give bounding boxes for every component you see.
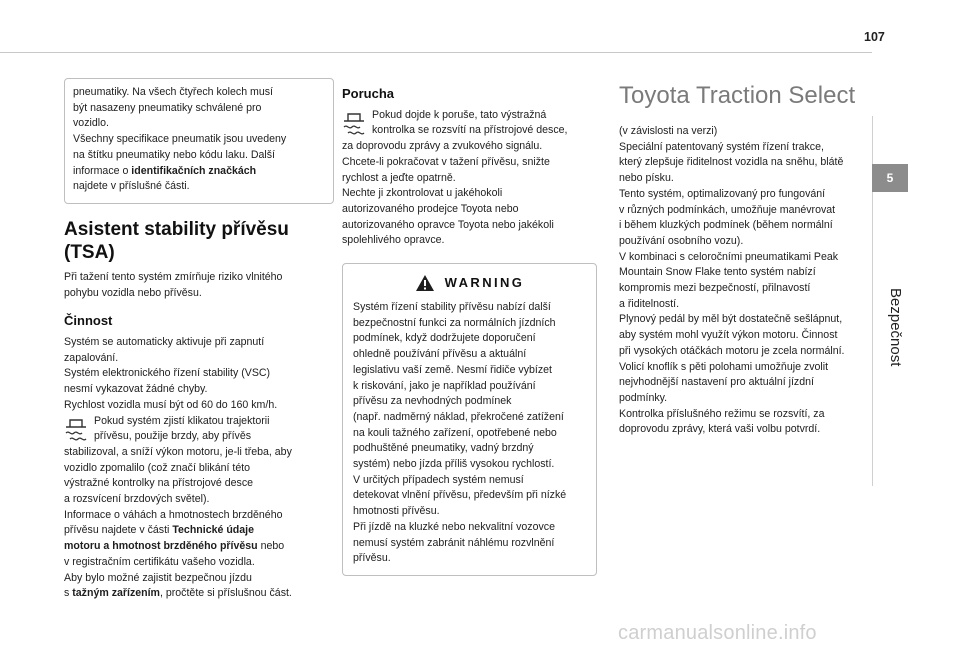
body-line: přívěsu najdete v části Technické údaje xyxy=(64,524,255,537)
icon-line: Pokud systém zjistí klikatou trajektorii xyxy=(94,414,270,427)
body-line: i během kluzkých podmínek (během normální xyxy=(619,219,833,232)
column-1 xyxy=(64,78,334,602)
body-line: stabilizoval, a sníží výkon motoru, je-li třeba, aby xyxy=(64,445,292,458)
box-line: pneumatiky. Na všech čtyřech kolech musí xyxy=(73,86,273,98)
trailer-sway-icon xyxy=(342,110,368,136)
icon-line: Pokud dojde k poruše, tato výstražná xyxy=(372,108,547,121)
body-line: Plynový pedál by měl být dostatečně sešlápnut, xyxy=(619,313,843,326)
body-line: Chcete-li pokračovat v tažení přívěsu, snižte xyxy=(342,155,550,168)
page-number: 107 xyxy=(864,30,885,44)
towing-weight-link[interactable]: motoru a hmotnost brzděného přívěsu xyxy=(64,540,258,553)
warning-header xyxy=(353,274,586,292)
body-line: Systém elektronického řízení stability (VSC) xyxy=(64,367,271,380)
icon-line: přívěsu, použije brzdy, aby přívěs xyxy=(94,430,252,443)
body-line: V kombinaci s celoročními pneumatikami Peak xyxy=(619,250,839,263)
body-line: podmínky. xyxy=(619,391,668,404)
body-line: Speciální patentovaný systém řízení trakce, xyxy=(619,140,824,153)
body-line: nejvhodnější nastavení pro aktuální jízdní xyxy=(619,376,814,389)
malfunction-title: Porucha xyxy=(342,86,395,101)
box-line: být nasazeny pneumatiky schválené pro xyxy=(73,101,262,114)
warning-line: detekovat vlnění přívěsu, především při nízké xyxy=(353,489,567,502)
top-rule xyxy=(0,52,872,53)
intro-line: pohybu vozidla nebo přívěsu. xyxy=(64,286,202,299)
warning-title: WARNING xyxy=(444,275,525,291)
body-line: v registračním certifikátu vašeho vozidla. xyxy=(64,555,255,568)
column-3 xyxy=(619,82,881,438)
body-line: aby systém mohl využít výkon motoru. Činnost xyxy=(619,329,838,342)
box-line: na štítku pneumatiky nebo kódu laku. Další xyxy=(73,148,275,161)
box-line: informace o identifikačních značkách xyxy=(73,164,257,177)
warning-line: (např. nadměrný náklad, překročené zatížení xyxy=(353,410,564,423)
warning-line: podhuštěné pneumatiky, vadný brzdný xyxy=(353,442,534,455)
tsa-warning-row xyxy=(64,414,334,445)
warning-line: na kouli tažného zařízení, opotřebené nebo xyxy=(353,426,557,439)
warning-line: k riskování, jako je například používání xyxy=(353,379,536,392)
body-line: Nechte ji zkontrolovat u jakéhokoli xyxy=(342,187,503,200)
body-line: autorizovaného opravce Toyota nebo jakékoli xyxy=(342,218,554,231)
body-line: a řiditelností. xyxy=(619,297,680,310)
warning-line: bezpečnostní funkci za normálních jízdních xyxy=(353,316,556,329)
body-line: za doprovodu zprávy a zvukového signálu. xyxy=(342,140,543,153)
body-line: autorizovaného prodejce Toyota nebo xyxy=(342,202,519,215)
warning-line: legislativu vaší země. Nesmí řidiče vybízet xyxy=(353,363,552,376)
body-line: doprovodu zprávy, která vaši volbu potvrdí. xyxy=(619,423,821,436)
watermark: carmanualsonline.info xyxy=(618,622,817,644)
traction-select-title: Toyota Traction Select xyxy=(619,82,856,109)
body-line: výstražné kontrolky na přístrojové desce xyxy=(64,477,254,490)
body-line: Systém se automaticky aktivuje při zapnutí xyxy=(64,336,265,349)
tow-hitch-link[interactable]: tažným zařízením xyxy=(72,587,160,600)
identification-link[interactable]: identifikačních značkách xyxy=(131,164,257,177)
body-line: rychlost a jeďte opatrně. xyxy=(342,171,456,184)
body-line: zapalování. xyxy=(64,351,119,364)
warning-line: ohledně používání přívěsu a aktuální xyxy=(353,348,527,361)
chapter-label: Bezpečnost xyxy=(887,288,904,367)
body-line: který zlepšuje řiditelnost vozidla na sněhu, blátě xyxy=(619,156,844,169)
technical-data-link[interactable]: Technické údaje xyxy=(172,524,255,537)
intro-line: Při tažení tento systém zmírňuje riziko vlnitého xyxy=(64,270,283,283)
body-line: používání osobního vozu). xyxy=(619,234,744,247)
section-title: Asistent stability přívěsu (TSA) xyxy=(64,218,289,263)
warning-line: přívěsu. xyxy=(353,552,391,565)
body-line: Rychlost vozidla musí být od 60 do 160 km/h. xyxy=(64,398,278,411)
warning-line: Systém řízení stability přívěsu nabízí další xyxy=(353,301,551,314)
body-line: nebo písku. xyxy=(619,172,674,185)
body-line: Kontrolka příslušného režimu se rozsvítí, za xyxy=(619,407,825,420)
warning-line: V určitých případech systém nemusí xyxy=(353,473,524,486)
malfunction-row xyxy=(342,108,597,139)
body-line: motoru a hmotnost brzděného přívěsu nebo xyxy=(64,540,285,553)
body-line: Volicí knoflík s pěti polohami umožňuje zvolit xyxy=(619,360,829,373)
chapter-number: 5 xyxy=(872,164,908,192)
box-line: najdete v příslušné části. xyxy=(73,180,190,193)
warning-box xyxy=(342,263,597,576)
trailer-sway-icon xyxy=(64,416,90,442)
warning-line: přívěsu za nevhodných podmínek xyxy=(353,395,512,408)
body-line: s tažným zařízením, pročtěte si příslušnou část. xyxy=(64,587,292,600)
column-2 xyxy=(342,86,597,576)
box-line: Všechny specifikace pneumatik jsou uvedeny xyxy=(73,133,287,146)
body-line: v různých podmínkách, umožňuje manévrovat xyxy=(619,203,836,216)
warning-line: hmotnosti přívěsu. xyxy=(353,505,440,518)
body-line: Mountain Snow Flake tento systém nabízí xyxy=(619,266,816,279)
body-line: spolehlivého opravce. xyxy=(342,234,445,247)
body-line: (v závislosti na verzi) xyxy=(619,125,718,137)
box-line: vozidlo. xyxy=(73,117,109,130)
warning-line: Při jízdě na kluzké nebo nekvalitní vozovce xyxy=(353,520,555,533)
continued-text-box xyxy=(64,78,334,204)
body-line: kompromis mezi bezpečností, přilnavostí xyxy=(619,282,811,295)
warning-line: systém) nebo jízda příliš vysokou rychlostí. xyxy=(353,458,555,471)
body-line: Aby bylo možné zajistit bezpečnou jízdu xyxy=(64,571,252,584)
chapter-side-tab[interactable] xyxy=(872,116,960,486)
body-line: a rozsvícení brzdových světel). xyxy=(64,493,210,506)
icon-line: kontrolka se rozsvítí na přístrojové desce, xyxy=(372,124,568,137)
warning-triangle-icon xyxy=(415,274,435,292)
body-line: při vysokých otáčkách motoru je zcela normální. xyxy=(619,344,845,357)
subsection-title: Činnost xyxy=(64,313,113,329)
body-line: vozidlo zpomalilo (což značí blikání této xyxy=(64,461,251,474)
body-line: nesmí vykazovat žádné chyby. xyxy=(64,383,208,396)
body-line: Tento systém, optimalizovaný pro fungování xyxy=(619,187,826,200)
body-line: Informace o váhách a hmotnostech brzděného xyxy=(64,508,283,521)
warning-line: nemusí systém zabránit náhlému rozvlnění xyxy=(353,536,555,549)
warning-line: podmínek, když dodržujete doporučení xyxy=(353,332,536,345)
